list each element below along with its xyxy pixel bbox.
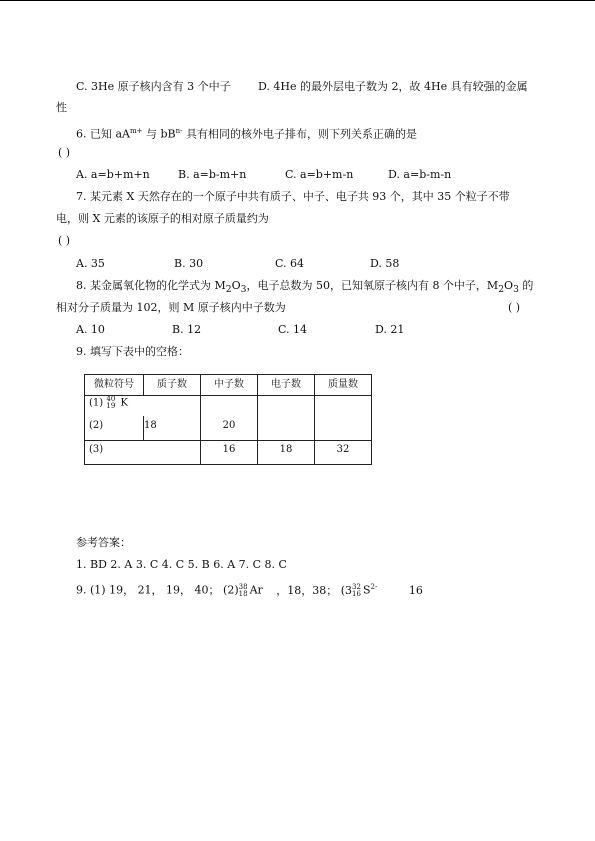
table-cell-row3-mass: 32: [315, 441, 372, 465]
table-header-cell: 质子数: [144, 375, 201, 396]
q8-option-c: C. 14: [278, 323, 308, 336]
table-cell-row2-label: (2): [85, 416, 144, 441]
table-header-cell: 电子数: [258, 375, 315, 396]
q7-option-d: D. 58: [370, 257, 400, 270]
table-cell-row1-symbol: (1) 40 19 K: [85, 396, 201, 417]
answers-line1: 1. BD 2. A 3. C 4. C 5. B 6. A 7. C 8. C: [76, 558, 287, 571]
table-cell-row2-neutrons: 20: [201, 416, 258, 441]
q6-option-c: C. a=b+m-n: [285, 168, 354, 181]
answers-line2: 9. (1) 19， 21， 19， 40； (2)38 18 Ar ，18，38； (332 16 $S^{2-}$ 16: [76, 582, 423, 598]
q8-stem-line2: 相对分子质量为 102，则 M 原子核内中子数为: [56, 301, 286, 314]
q8-option-d: D. 21: [375, 323, 405, 336]
q6-option-d: D. a=b-m-n: [388, 168, 452, 181]
table-header-row: [85, 375, 372, 396]
q6-option-a: A. a=b+m+n: [76, 168, 150, 181]
nuclide-notation-ar: 38 18: [238, 582, 248, 598]
q7-option-c: C. 64: [275, 257, 305, 270]
particle-table: [84, 374, 372, 465]
table-cell-row3-label: (3): [85, 441, 201, 465]
q7-stem-line2: 电，则 X 元素的该原子的相对原子质量约为: [56, 212, 269, 225]
table-cell-empty: [315, 396, 372, 441]
answers-title: 参考答案：: [76, 536, 131, 549]
q7-answer-bracket: ( ): [58, 234, 71, 247]
table-cell-row3-neutrons: 16: [201, 441, 258, 465]
q6-answer-bracket: ( ): [58, 146, 71, 159]
table-cell-row3-electrons: 18: [258, 441, 315, 465]
q6-option-b: B. a=b-m+n: [178, 168, 247, 181]
page-top-border: [0, 0, 595, 1]
nuclide-notation-k: 40 19: [106, 395, 116, 410]
q7-option-b: B. 30: [174, 257, 204, 270]
q6-stem: 6. 已知 $aA^{m+}$ 与 $bB^{n-}$ 具有相同的核外电子排布，则下列关系正确的是: [76, 127, 418, 141]
q8-answer-bracket: ( ): [508, 301, 521, 314]
q5-option-c: C. 3He 原子核内含有 3 个中子: [76, 80, 231, 93]
table-row: [85, 396, 372, 417]
q5-option-d: D. 4He 的最外层电子数为 2，故 4He 具有较强的金属: [258, 80, 528, 93]
q8-option-a: A. 10: [76, 323, 105, 336]
q9-stem: 9. 填写下表中的空格：: [76, 345, 189, 358]
table-row: [85, 441, 372, 465]
table-header-cell: 质量数: [315, 375, 372, 396]
nuclide-notation-s: 32 16: [352, 582, 361, 598]
q8-stem-line1: 8. 某金属氧化物的化学式为 $M_2O_3$，电子总数为 50，已知氧原子核内有 8 个中子，$M_2O_3$ 的: [76, 279, 534, 296]
table-header-cell: 微粒符号: [85, 375, 144, 396]
table-cell-empty: [201, 396, 258, 417]
q8-option-b: B. 12: [172, 323, 202, 336]
q7-option-a: A. 35: [76, 257, 105, 270]
table-cell-empty: [258, 396, 315, 441]
table-cell-row2-protons: 18: [144, 416, 201, 441]
q7-stem-line1: 7. 某元素 X 天然存在的一个原子中共有质子、中子、电子共 93 个，其中 35 个粒子不带: [76, 190, 510, 203]
table-header-cell: 中子数: [201, 375, 258, 396]
q5-option-d-continued: 性: [56, 101, 67, 114]
